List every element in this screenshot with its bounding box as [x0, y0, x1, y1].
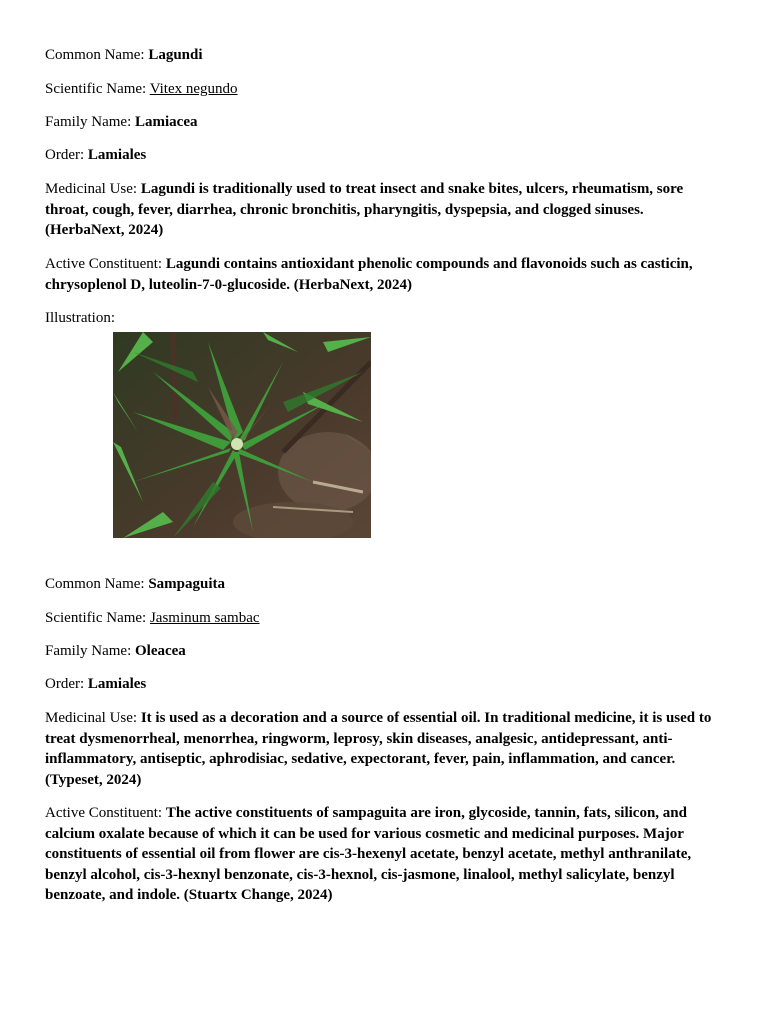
order-label: Order: — [45, 147, 85, 163]
active-constituent-field — [45, 254, 720, 295]
active-constituent-value: The active constituents of sampaguita are iron, glycoside, tannin, fats, silicon, and calcium oxalate because of which it can be used for various cosmetic and medicinal purposes. Major constituents of essential oil from flower are cis-3-hexenyl acetate, benzyl acetate, methyl anthranilate, benzyl alcohol, cis-3-hexnyl benzonate, cis-3-hexnol, cis-jasmone, linalool, methyl salicylate, benzyl benzoate, and indole. (Stuartx Change, 2024) — [45, 805, 692, 903]
active-constituent-value: Lagundi contains antioxidant phenolic compounds and flavonoids such as casticin, chrysoplenol D, luteolin-7-0-glucoside. (HerbaNext, 2024) — [45, 256, 693, 293]
family-name-label: Family Name: — [45, 643, 132, 659]
illustration-field — [45, 308, 115, 329]
active-constituent-label: Active Constituent: — [45, 256, 163, 272]
active-constituent-field — [45, 803, 720, 906]
medicinal-use-field — [45, 179, 720, 241]
medicinal-use-label: Medicinal Use: — [45, 181, 138, 197]
family-name-field — [45, 112, 197, 133]
order-field — [45, 674, 146, 695]
family-name-value: Oleacea — [135, 643, 186, 659]
medicinal-use-label: Medicinal Use: — [45, 710, 138, 726]
scientific-name-label: Scientific Name: — [45, 81, 147, 97]
scientific-name-value: Jasminum sambac — [149, 610, 260, 626]
common-name-value: Sampaguita — [148, 576, 226, 592]
medicinal-use-field — [45, 708, 720, 790]
family-name-label: Family Name: — [45, 114, 132, 130]
scientific-name-value: Vitex negundo — [149, 81, 238, 97]
scientific-name-field — [45, 608, 260, 629]
common-name-label: Common Name: — [45, 47, 145, 63]
common-name-field — [45, 45, 203, 66]
order-value: Lamiales — [87, 676, 147, 692]
medicinal-use-value: It is used as a decoration and a source of essential oil. In traditional medicine, it is used to treat dysmenorrheal, menorrhea, ringworm, leprosy, skin diseases, analgesic, antidepressant, anti-inflammatory, antiseptic, aphrodisiac, sedative, expectorant, fever, pain, inflammation, and cancer. (Typeset, 2024) — [45, 710, 712, 788]
order-field — [45, 145, 146, 166]
order-label: Order: — [45, 676, 85, 692]
common-name-value: Lagundi — [148, 47, 203, 63]
active-constituent-label: Active Constituent: — [45, 805, 163, 821]
scientific-name-label: Scientific Name: — [45, 610, 147, 626]
common-name-field — [45, 574, 225, 595]
scientific-name-field — [45, 79, 238, 100]
family-name-field — [45, 641, 186, 662]
common-name-label: Common Name: — [45, 576, 145, 592]
family-name-value: Lamiacea — [135, 114, 198, 130]
order-value: Lamiales — [87, 147, 147, 163]
lagundi-plant-image — [113, 332, 371, 538]
illustration-label: Illustration: — [45, 310, 115, 326]
medicinal-use-value: Lagundi is traditionally used to treat insect and snake bites, ulcers, rheumatism, sore throat, cough, fever, diarrhea, chronic bronchitis, pharyngitis, dyspepsia, and clogged sinuses. (HerbaNext, 2024) — [45, 181, 684, 238]
